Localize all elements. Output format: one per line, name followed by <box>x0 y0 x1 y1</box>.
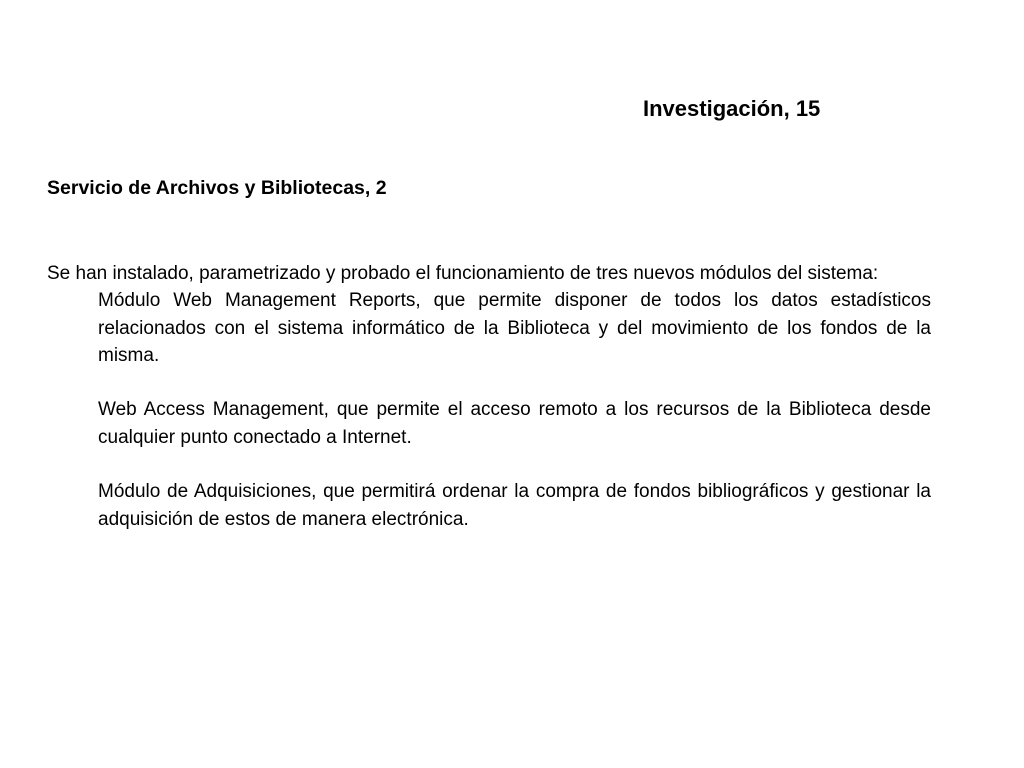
content-body <box>47 260 931 533</box>
module-item-web-access-management: Web Access Management, que permite el acceso remoto a los recursos de la Biblioteca desde cualquier punto conectado a Internet. <box>98 399 931 448</box>
modules-list <box>47 287 931 533</box>
module-item-web-management-reports: Módulo Web Management Reports, que permite disponer de todos los datos estadísticos relacionados con el sistema informático de la Biblioteca y del movimiento de los fondos de la misma. <box>98 290 931 366</box>
module-item-adquisiciones: Módulo de Adquisiciones, que permitirá ordenar la compra de fondos bibliográficos y gestionar la adquisición de estos de manera electrónica. <box>98 481 931 530</box>
section-title: Servicio de Archivos y Bibliotecas, 2 <box>47 177 387 199</box>
page-title: Investigación, 15 <box>643 96 821 121</box>
intro-paragraph: Se han instalado, parametrizado y probado el funcionamiento de tres nuevos módulos del sistema: <box>47 263 879 284</box>
